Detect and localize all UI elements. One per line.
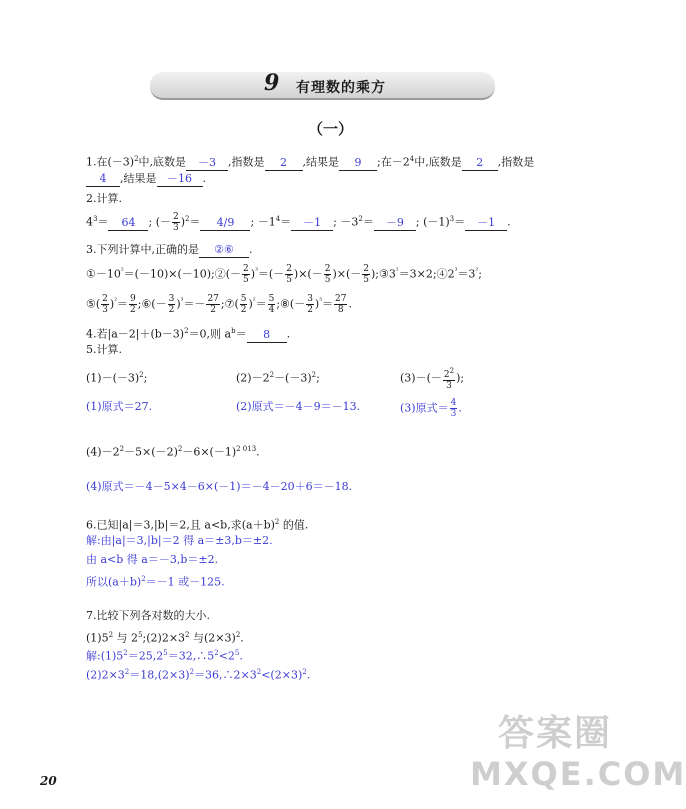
q2-answer-4: －9 xyxy=(374,216,416,231)
question-1: 1.在$(-3)^2$中,底数是 －3 ,指数是 2 ,结果是 9 ;在$-2^4$中,底数是 2 ,指数是 xyxy=(86,155,535,169)
q1-answer-base-2: 2 xyxy=(462,156,498,171)
question-6-solution-3: 所以$(a+b)^2=-1$ 或－125. xyxy=(86,575,225,589)
question-5-solution-2: (2)原式＝－4－9＝－13. xyxy=(236,400,361,413)
fraction: $\frac{2}{3}$ xyxy=(172,212,179,234)
question-6-solution-1: 解:由|a|＝3,|b|＝2 得 a＝±3,b＝±2. xyxy=(86,534,273,547)
page-number: 20 xyxy=(40,774,57,788)
question-5-solution-3: (3)原式＝ $\frac{4}{3}$ . xyxy=(400,398,462,419)
q1-answer-base: －3 xyxy=(186,156,228,171)
q2-answer-3: －1 xyxy=(291,216,333,231)
watermark-line-2: MXQE.COM xyxy=(470,755,686,793)
chapter-number: 9 xyxy=(264,70,280,96)
q3-answer: ②⑥ xyxy=(199,243,249,258)
watermark-line-1: 答案圈 xyxy=(497,713,612,754)
question-7-items: $(1)5^2$ 与 $2^5;(2)2\times 3^2$ 与$(2\times 3)^2$. xyxy=(86,631,244,645)
question-3-title: 3.下列计算中,正确的是 ②⑥ . xyxy=(86,243,253,256)
section-label: （一） xyxy=(308,120,354,138)
question-7-solution-2: $(2)2\times 3^2=18,(2\times 3)^2=36,\therefore 2\times 3^2<(2\times 3)^2$. xyxy=(86,668,311,682)
q2-answer-5: －1 xyxy=(465,216,507,231)
question-3-line-2: ⑤( $\frac{2}{3}$ )$^{^2}$＝ $\frac{9}{2}$ ;⑥(－ $\frac{3}{2}$ )$^{^3}$＝－ $\frac{27}{2}$ ;⑦( $\frac{5}{2}$ )$^{^2}$＝ $\frac{5}{4}$ ;⑧(－ $\frac{3}{2}$ )$^{^3}$＝ $\frac{27}{8}$ . xyxy=(86,294,352,316)
question-5-solution-4: (4)原式＝－4－5×4－6×(－1)＝－4－20＋6＝－18. xyxy=(86,480,353,493)
question-7-solution-1: 解$:(1)5^2=25,2^5=32,\therefore 5^2<2^5$. xyxy=(86,649,243,663)
question-2-items: $4^3= 64$ ; (－ $\frac{2}{3}$ )$^2$＝ 4/9 ; $-1^4= -1$ ; $-3^2= -9$ ; $(-1)^3= -1$ . xyxy=(86,212,511,234)
question-2-title: 2.计算. xyxy=(86,192,122,205)
q4-answer: 8 xyxy=(247,328,287,343)
question-5-solution-1: (1)原式＝27. xyxy=(86,400,153,413)
chapter-title: 有理数的乘方 xyxy=(296,80,386,96)
question-4: 4.若$|a-2|+(b-3)^2=0$,则 $a^b= 8$ . xyxy=(86,327,291,341)
q1-answer-exponent: 2 xyxy=(265,156,303,171)
watermark-logo xyxy=(470,712,686,804)
question-5-part-4: $(4)-2^2-5\times(-2)^2-6\times(-1)^{2 013}$. xyxy=(86,445,260,459)
question-1-cont: 4 ,结果是 －16 . xyxy=(86,172,206,187)
question-3-line-1: $①-10^{^2}=(-10)\times(-10);②(-$ $\frac{2}{5}$ )$^{^3}$＝(－ $\frac{2}{5}$ )×(－ $\frac{2}{5}$ )×(－ $\frac{2}{5}$ )$;③3^{^2}=3\times 2;④2^{^3}=3^{^2}$; xyxy=(86,264,482,286)
question-5-part-1: $(1)-(-3)^2$; xyxy=(86,371,148,385)
question-6-title: 6.已知|a|＝3,|b|＝2,且 a<b,求$(a+b)^2$ 的值. xyxy=(86,518,309,532)
question-5-title: 5.计算. xyxy=(86,343,122,356)
question-6-solution-2: 由 a<b 得 a＝－3,b＝±2. xyxy=(86,553,219,566)
q2-answer-1: 64 xyxy=(108,216,148,231)
q1-answer-exponent-2: 4 xyxy=(86,172,120,187)
question-7-title: 7.比较下列各对数的大小. xyxy=(86,609,210,622)
q2-answer-2: 4/9 xyxy=(200,216,250,231)
q1-answer-result: 9 xyxy=(339,156,377,171)
question-5-part-3: (3)－(－ $\frac{2^2}{3}$ ); xyxy=(400,367,465,391)
question-5-part-2: $(2)-2^2-(-3)^2$; xyxy=(236,371,320,385)
q1-answer-result-2: －16 xyxy=(157,172,203,187)
